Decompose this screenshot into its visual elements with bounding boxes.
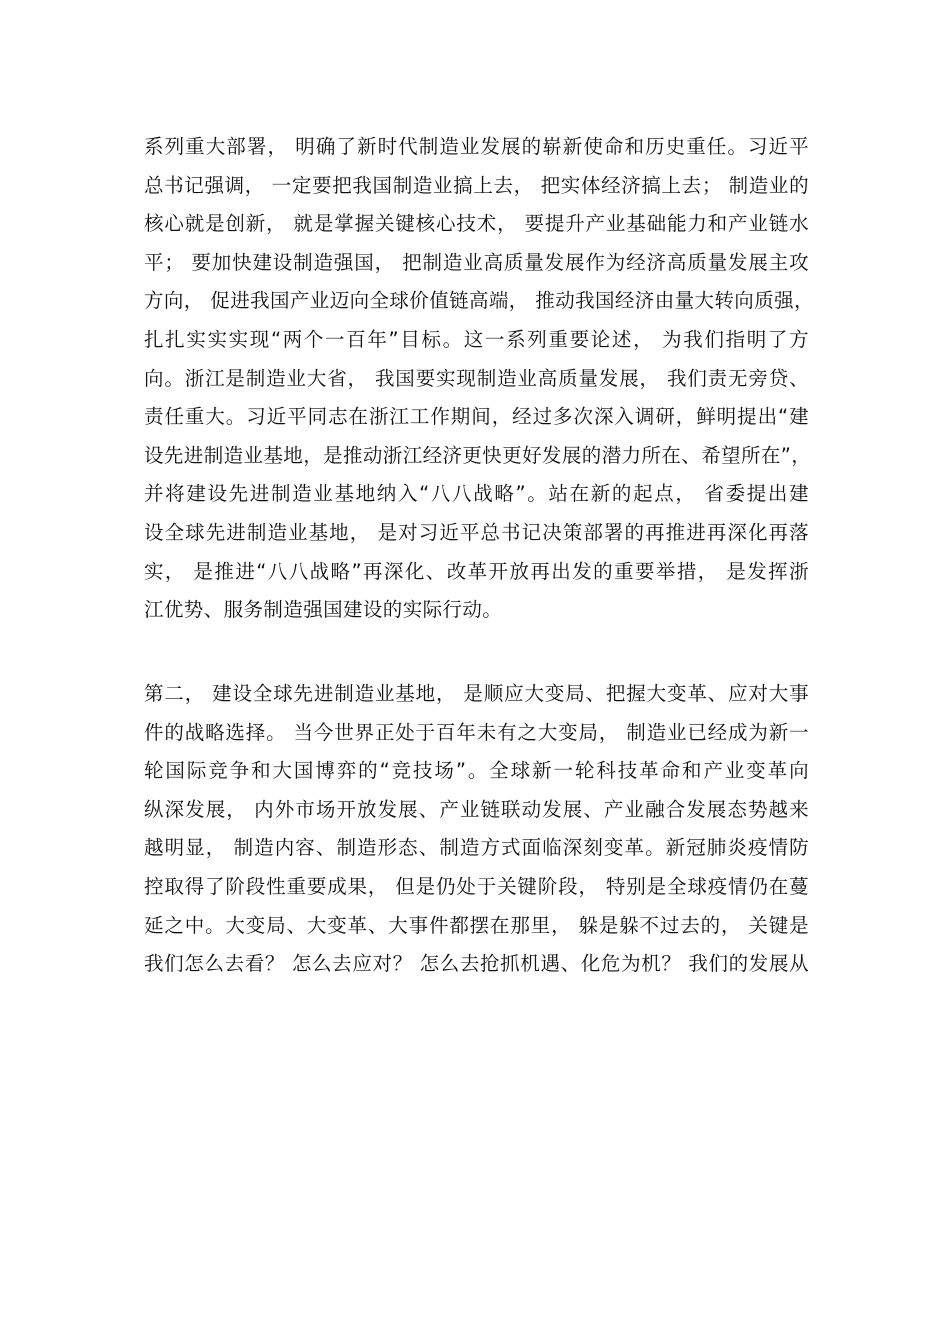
text-line: 越明显， 制造内容、制造形态、制造方式面临深刻变革。新冠肺炎疫情防: [144, 836, 809, 860]
text-line: 并将建设先进制造业基地纳入“八八战略”。站在新的起点， 省委提出建: [144, 482, 809, 506]
paragraph-1: [144, 128, 814, 630]
text-line: 核心就是创新， 就是掌握关键核心技术， 要提升产业基础能力和产业链水: [144, 212, 809, 236]
text-line: 扎扎实实实现“两个一百年”目标。这一系列重要论述， 为我们指明了方: [144, 327, 809, 351]
text-line: 责任重大。习近平同志在浙江工作期间，经过多次深入调研，鲜明提出“建: [144, 405, 809, 429]
text-line: 设全球先进制造业基地， 是对习近平总书记决策部署的再推进再深化再落: [144, 520, 809, 544]
text-line: 轮国际竞争和大国博弈的“竞技场”。全球新一轮科技革命和产业变革向: [144, 759, 809, 783]
text-line: 件的战略选择。 当今世界正处于百年未有之大变局， 制造业已经成为新一: [144, 720, 809, 744]
text-line: 方向， 促进我国产业迈向全球价值链高端， 推动我国经济由量大转向质强，: [144, 289, 814, 313]
text-line: 平； 要加快建设制造强国， 把制造业高质量发展作为经济高质量发展主攻: [144, 250, 809, 274]
text-line: 江优势、服务制造强国建设的实际行动。: [144, 598, 503, 622]
text-line: 实， 是推进“八八战略”再深化、改革开放再出发的重要举措， 是发挥浙: [144, 559, 809, 583]
text-line: 系列重大部署， 明确了新时代制造业发展的崭新使命和历史重任。习近平: [144, 135, 809, 158]
text-line: 设先进制造业基地，是推动浙江经济更快更好发展的潜力所在、希望所在”，: [144, 443, 812, 467]
paragraph-2: [144, 675, 809, 984]
text-line: 我们怎么去看？ 怎么去应对？ 怎么去抢抓机遇、化危为机？ 我们的发展从: [144, 952, 809, 976]
text-line: 向。浙江是制造业大省， 我国要实现制造业高质量发展， 我们责无旁贷、: [144, 366, 809, 390]
text-line: 延之中。大变局、大变革、大事件都摆在那里， 躲是躲不过去的， 关键是: [144, 913, 809, 937]
text-line: 第二， 建设全球先进制造业基地， 是顺应大变局、把握大变革、应对大事: [144, 682, 809, 705]
text-line: 控取得了阶段性重要成果， 但是仍处于关键阶段， 特别是全球疫情仍在蔓: [144, 874, 809, 898]
text-line: 总书记强调， 一定要把我国制造业搞上去， 把实体经济搞上去； 制造业的: [144, 173, 809, 197]
text-line: 纵深发展， 内外市场开放发展、产业链联动发展、产业融合发展态势越来: [144, 797, 809, 821]
